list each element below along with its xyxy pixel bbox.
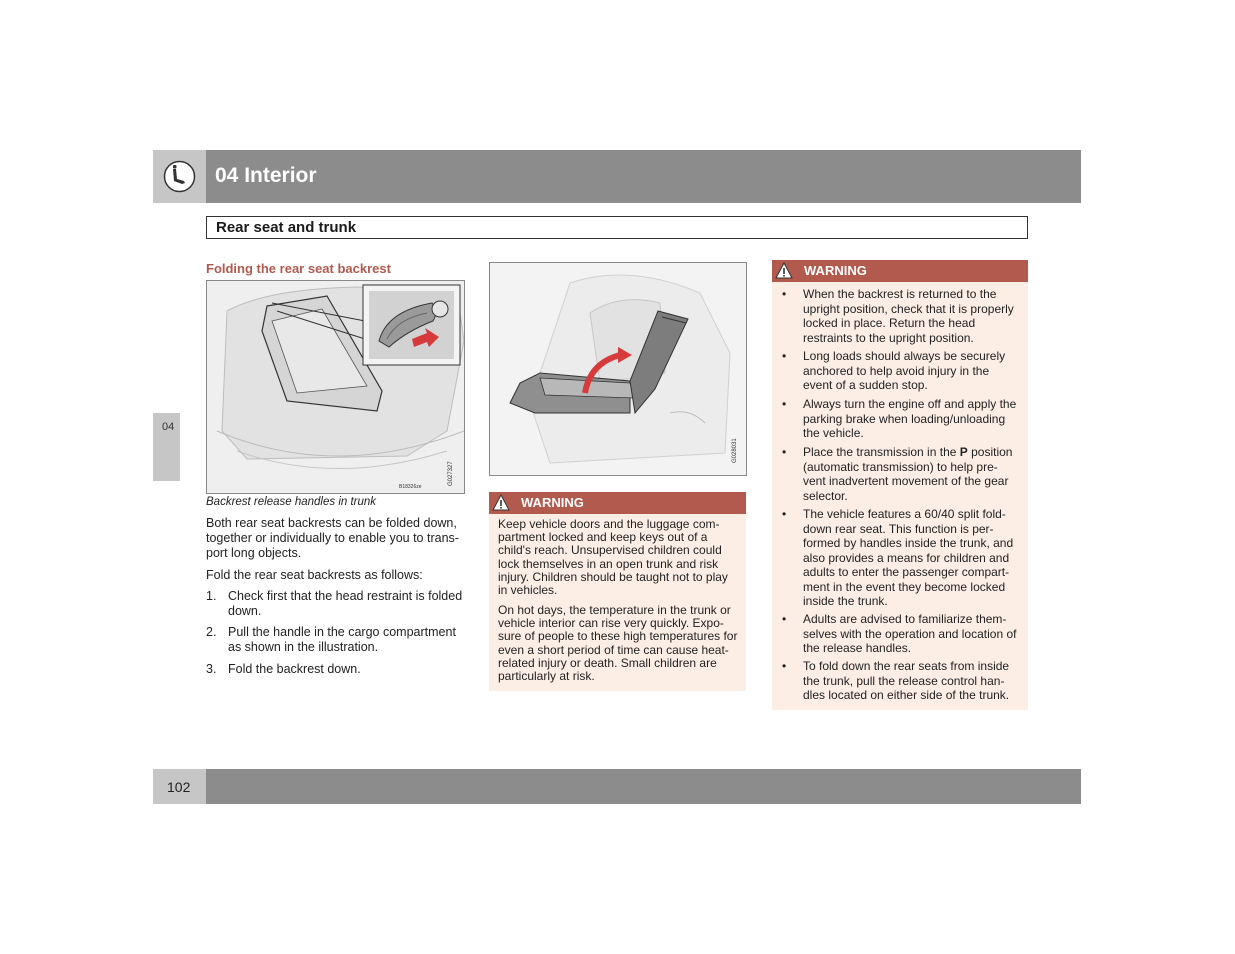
page-number: 102 bbox=[167, 779, 191, 795]
bullet-text bbox=[803, 445, 1021, 503]
section-title: Rear seat and trunk bbox=[216, 219, 357, 236]
trunk-drawing bbox=[207, 281, 464, 493]
warning-triangle-icon bbox=[492, 494, 510, 512]
bullet-dot: • bbox=[782, 349, 787, 363]
step-text: Pull the handle in the cargo compartment as shown in the illustration. bbox=[228, 625, 456, 654]
warning-title: WARNING bbox=[521, 495, 584, 510]
seat-icon bbox=[153, 150, 206, 203]
step-number: 3. bbox=[206, 662, 217, 676]
figure-code: G028031 bbox=[732, 438, 738, 463]
rear-seat-illustration bbox=[489, 262, 747, 476]
figure-small-label: B18326ze bbox=[399, 484, 422, 490]
warning-paragraph: On hot days, the temperature in the trunk or vehicle interior can rise very quickly. Expo- sure of people to these high temperatures for even a short period of time can cause heat-related injury or death. Small children are particularly at risk. bbox=[498, 603, 738, 684]
bullet-dot: • bbox=[782, 659, 787, 673]
figure-caption: Backrest release handles in trunk bbox=[206, 496, 377, 508]
bullet-text: Long loads should always be securely anchored to help avoid injury in the event of a sudden stop. bbox=[803, 349, 1006, 392]
step-text: Check first that the head restraint is folded down. bbox=[228, 589, 463, 618]
rear-seat-drawing bbox=[490, 263, 746, 475]
subheading: Folding the rear seat backrest bbox=[206, 261, 391, 276]
bullet-text: When the backrest is returned to the upright position, check that it is properly locked in place. Return the head restraints to the upright position. bbox=[803, 287, 1014, 345]
step-text: Fold the backrest down. bbox=[228, 662, 361, 676]
side-tab-label: 04 bbox=[162, 421, 175, 433]
chapter-title: 04 Interior bbox=[215, 164, 317, 187]
step-number: 2. bbox=[206, 625, 217, 639]
chapter-icon-box bbox=[153, 150, 206, 203]
footer-band bbox=[153, 769, 1081, 804]
bullet-text: Always turn the engine off and apply the parking brake when loading/unloading the vehicle. bbox=[803, 397, 1017, 440]
bullet-dot: • bbox=[782, 445, 787, 459]
figure-code: G027327 bbox=[448, 461, 454, 486]
bullet-text-part: position (automatic transmission) to help pre- vent inadvertent movement of the gear selector. bbox=[803, 445, 1013, 503]
bullet-text: To fold down the rear seats from inside the trunk, pull the release control han- dles located on either side of the trunk. bbox=[803, 659, 1010, 702]
bullet-dot: • bbox=[782, 397, 787, 411]
warning-title: WARNING bbox=[804, 263, 867, 278]
instruction-intro: Fold the rear seat backrests as follows: bbox=[206, 568, 423, 582]
bullet-text-part: Place the transmission in the bbox=[803, 445, 960, 459]
step-number: 1. bbox=[206, 589, 217, 603]
bullet-dot: • bbox=[782, 507, 787, 521]
bullet-text: Adults are advised to familiarize them- selves with the operation and location of the release handles. bbox=[803, 612, 1017, 655]
trunk-illustration bbox=[206, 280, 465, 494]
bullet-dot: • bbox=[782, 287, 787, 301]
warning-triangle-icon bbox=[775, 262, 793, 280]
intro-paragraph: Both rear seat backrests can be folded down, together or individually to enable you to trans- port long objects. bbox=[206, 516, 459, 560]
bullet-dot: • bbox=[782, 612, 787, 626]
gear-p-label: P bbox=[959, 445, 968, 459]
warning-paragraph: Keep vehicle doors and the luggage com- partment locked and keep keys out of a child's reach. Unsupervised children could lock themselves in an open trunk and risk injury. Children should be taught not to play in vehicles. bbox=[498, 517, 728, 598]
bullet-text: The vehicle features a 60/40 split fold- down rear seat. This function is per- formed by handles inside the trunk, and also provides a means for children and adults to enter the passenger compart- ment in the event they become locked inside the trunk. bbox=[803, 507, 1014, 608]
